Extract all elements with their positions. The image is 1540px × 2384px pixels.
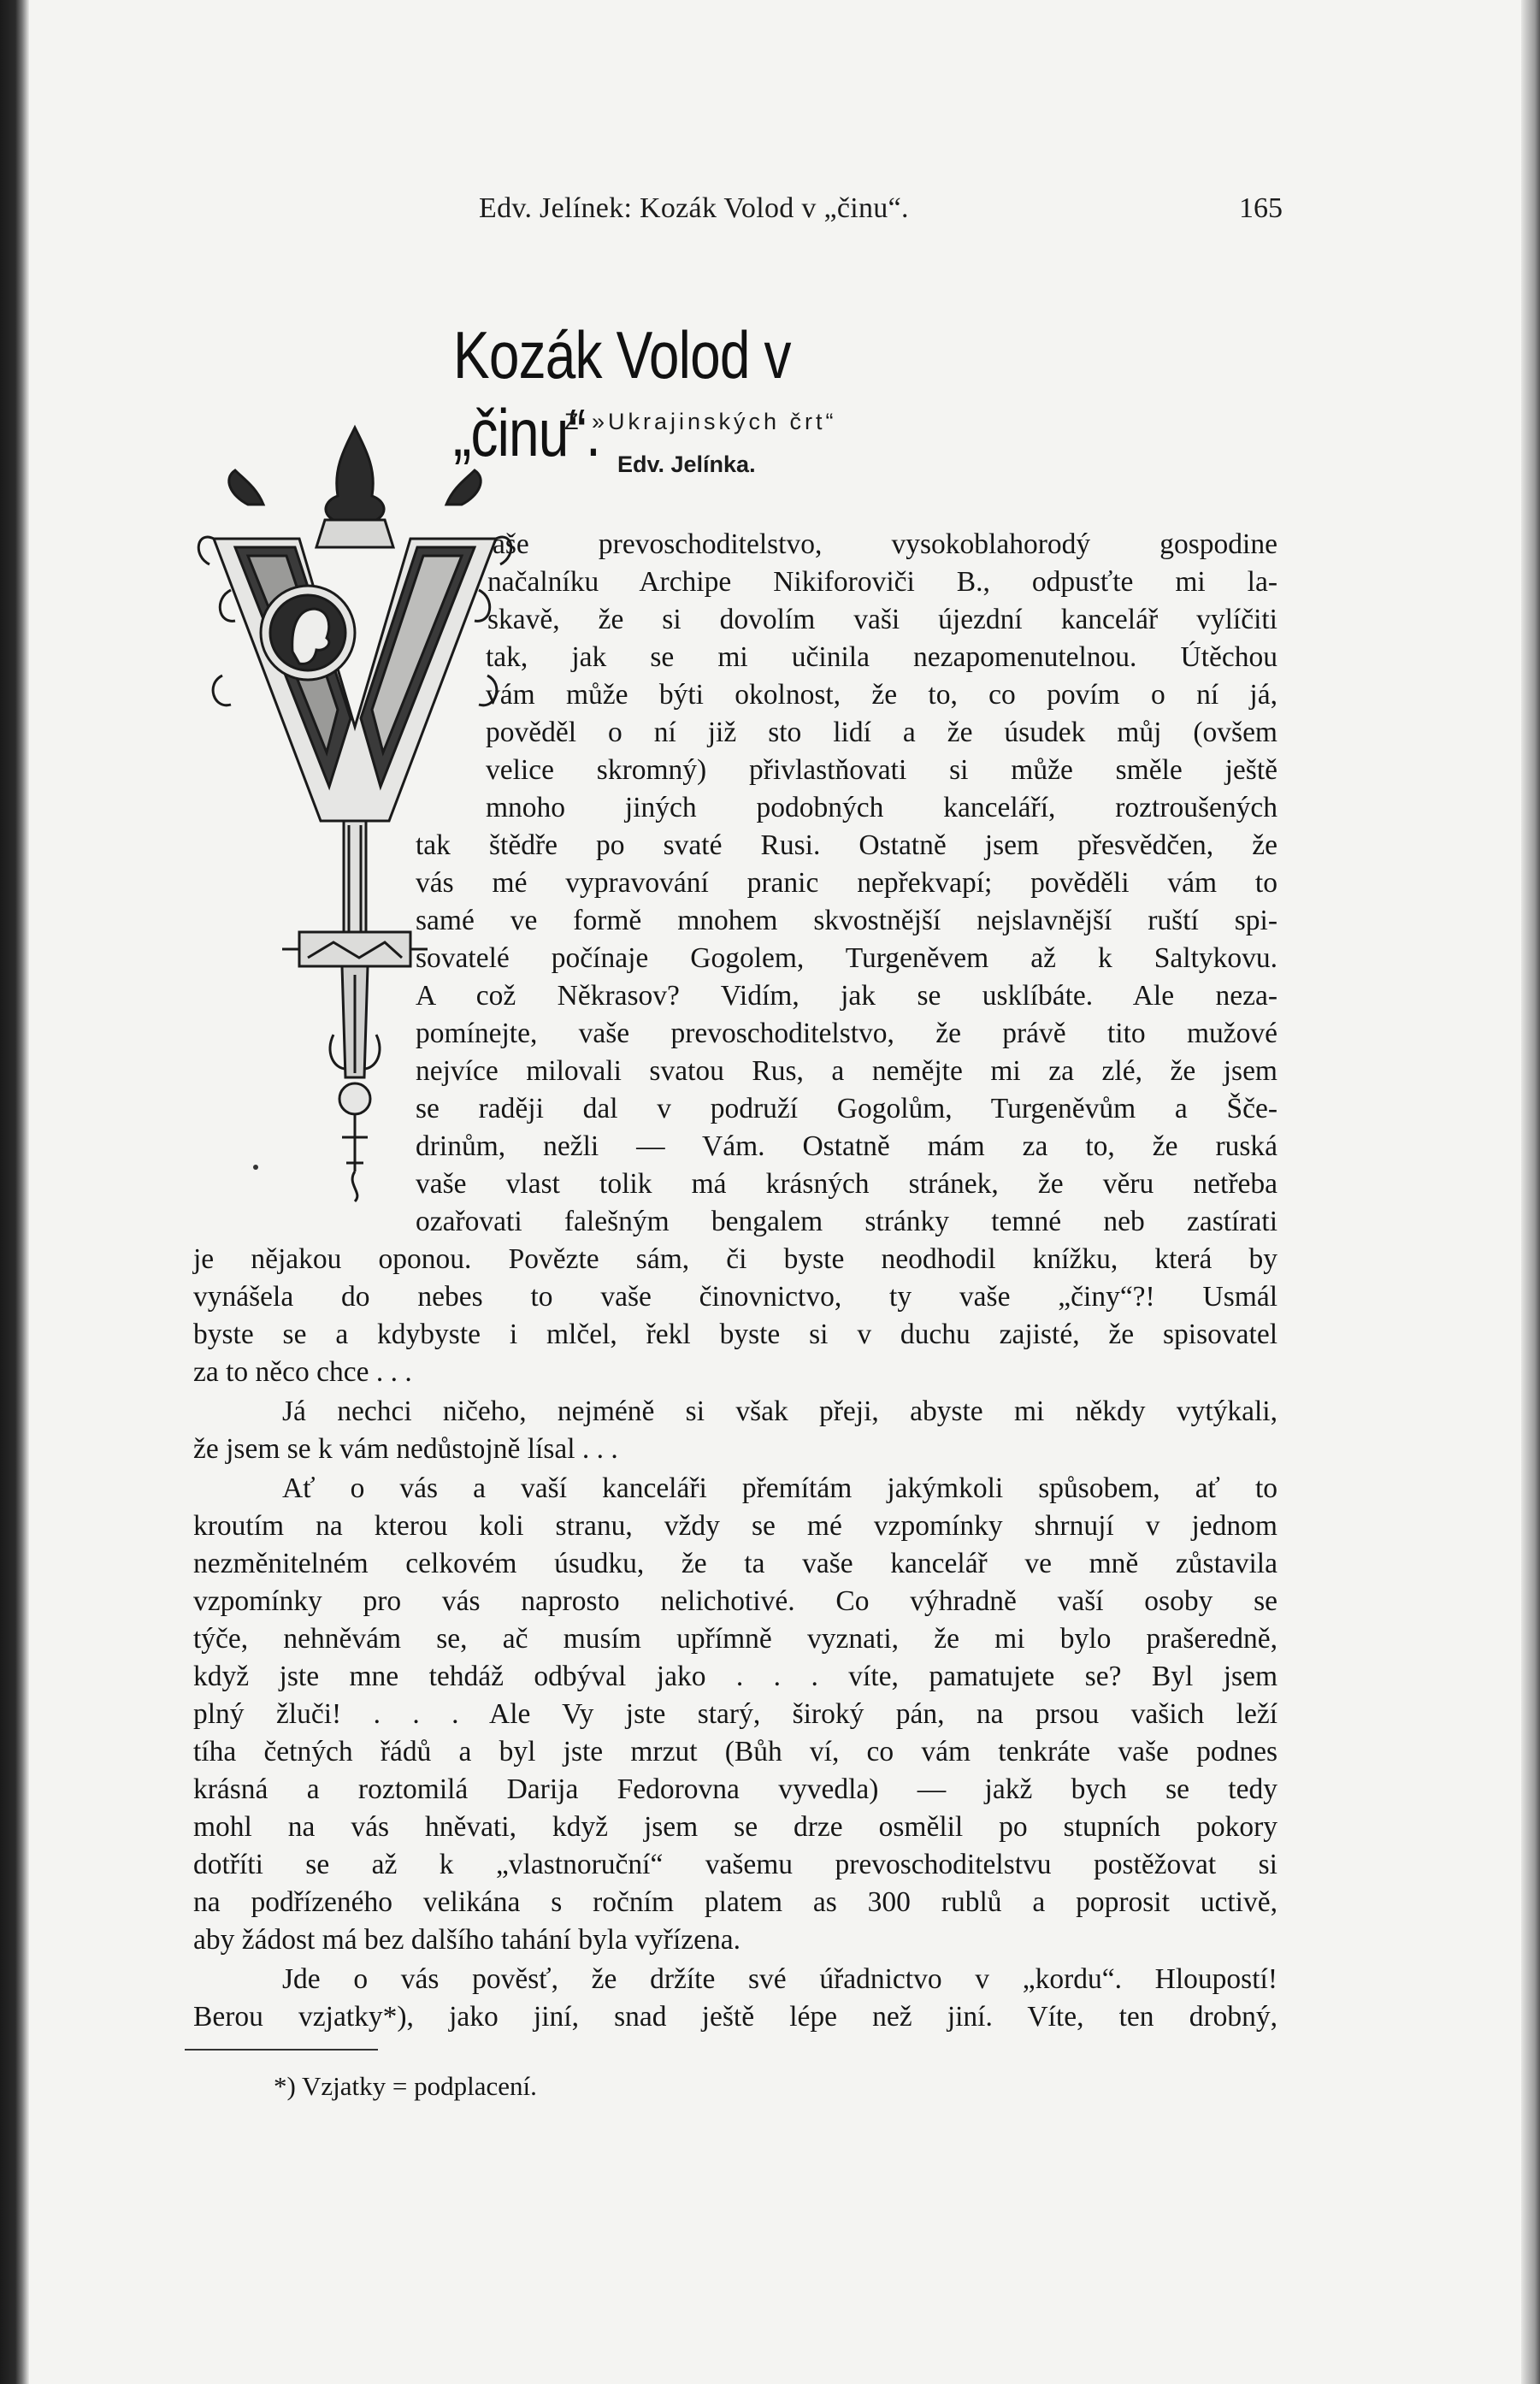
text-line: tak štědře po svaté Rusi. Ostatně jsem přesvědčen, že <box>416 829 1277 861</box>
text-line: na podřízeného velikána s ročním platem as 300 rublů a poprosit uctivě, <box>193 1886 1277 1918</box>
footnote-rule <box>185 2049 378 2051</box>
text-line: mnoho jiných podobných kanceláří, roztroušených <box>486 792 1277 823</box>
text-line: že jsem se k vám nedůstojně lísal . . . <box>193 1433 618 1465</box>
text-line: Ať o vás a vaší kanceláři přemítám jakýmkoli spůsobem, ať to <box>282 1472 1277 1504</box>
text-line: byste se a kdybyste i mlčel, řekl byste si v duchu zajisté, že spisovatel <box>193 1319 1277 1350</box>
footnote: *) Vzjatky = podplacení. <box>274 2071 537 2101</box>
text-line: vás mé vypravování pranic nepřekvapí; pověděli vám to <box>416 867 1277 899</box>
text-line: vám může býti okolnost, že to, co povím o ní já, <box>486 679 1277 711</box>
text-line: sovatelé počínaje Gogolem, Turgeněvem až k Saltykovu. <box>416 942 1277 974</box>
text-line: týče, nehněvám se, ač musím upřímně vyznati, že mi bylo prašeredně, <box>193 1623 1277 1655</box>
text-line: aby žádost má bez dalšího tahání byla vyřízena. <box>193 1924 740 1956</box>
text-line: pověděl o ní již sto lidí a že úsudek můj (ovšem <box>486 717 1277 748</box>
text-line: krásná a roztomilá Darija Fedorovna vyvedla) — jakž bych se tedy <box>193 1773 1277 1805</box>
text-line: A což Někrasov? Vidím, jak se usklíbáte. Ale neza- <box>416 980 1277 1012</box>
text-line: ozařovati falešným bengalem stránky temné neb zastírati <box>416 1206 1277 1237</box>
scan-speck <box>253 1165 258 1170</box>
article-title: Kozák Volod v „činu“. <box>453 317 791 470</box>
article-byline: Edv. Jelínka. <box>617 451 756 477</box>
text-line: načalníku Archipe Nikiforoviči B., odpusťte mi la- <box>487 566 1277 598</box>
text-line: vynášela do nebes to vaše činovnictvo, ty vaše „činy“?! Usmál <box>193 1281 1277 1313</box>
text-line: tak, jak se mi učinila nezapomenutelnou. Útěchou <box>486 641 1277 673</box>
text-line: za to něco chce . . . <box>193 1356 412 1388</box>
running-title: Edv. Jelínek: Kozák Volod v „činu“. <box>479 192 909 224</box>
text-line: když jste mne tehdáž odbýval jako . . . víte, pamatujete se? Byl jsem <box>193 1661 1277 1692</box>
text-line: je nějakou oponou. Povězte sám, či byste neodhodil knížku, která by <box>193 1243 1277 1275</box>
text-line: Já nechci ničeho, nejméně si však přeji, abyste mi někdy vytýkali, <box>282 1396 1277 1427</box>
text-line: vaše vlast tolik má krásných stránek, že věru netřeba <box>416 1168 1277 1200</box>
text-line: tíha četných řádů a byl jste mrzut (Bůh ví, co vám tenkráte vaše podnes <box>193 1736 1277 1767</box>
text-line: samé ve formě mnohem skvostnější nejslavnější ruští spi- <box>416 905 1277 936</box>
text-line: kroutím na kterou koli stranu, vždy se mé vzpomínky shrnují v jednom <box>193 1510 1277 1542</box>
text-line: vzpomínky pro vás naprosto nelichotivé. Co výhradně vaší osoby se <box>193 1585 1277 1617</box>
text-line: dotříti se až k „vlastnoruční“ vašemu prevoschoditelstvu postěžovat si <box>193 1849 1277 1880</box>
text-line: Berou vzjatky*), jako jiní, snad ještě lépe než jiní. Víte, ten drobný, <box>193 2001 1277 2033</box>
text-line: mohl na vás hněvati, když jsem se drze osmělil po stupních pokory <box>193 1811 1277 1843</box>
scan-binding-shadow <box>0 0 29 2384</box>
text-line: nezměnitelném celkovém úsudku, že ta vaše kancelář ve mně zůstavila <box>193 1548 1277 1579</box>
running-header <box>479 192 1283 235</box>
text-line: Jde o vás pověsť, že držíte své úřadnictvo v „kordu“. Hloupostí! <box>282 1963 1277 1995</box>
text-line: nejvíce milovali svatou Rus, a nemějte mi za zlé, že jsem <box>416 1055 1277 1087</box>
text-line: se raději dal v podruží Gogolům, Turgeněvům a Ščе- <box>416 1093 1277 1124</box>
text-line: skavě, že si dovolím vaši újezdní kancelář vylíčiti <box>487 604 1277 635</box>
page-number: 165 <box>1239 192 1283 224</box>
text-line: pomínejte, vaše prevoschoditelstvo, že právě tito mužové <box>416 1018 1277 1049</box>
text-line: drinům, nežli — Vám. Ostatně mám za to, že ruská <box>416 1130 1277 1162</box>
scan-page-edge <box>1521 0 1540 2384</box>
text-line: aše prevoschoditelstvo, vysokoblahorodý gospodine <box>493 528 1277 560</box>
article-subtitle: Z »Ukrajinských črt“ <box>564 409 837 434</box>
text-line: plný žluči! . . . Ale Vy jste starý, široký pán, na prsou vašich leží <box>193 1698 1277 1730</box>
text-line: velice skromný) přivlastňovati si může směle ještě <box>486 754 1277 786</box>
